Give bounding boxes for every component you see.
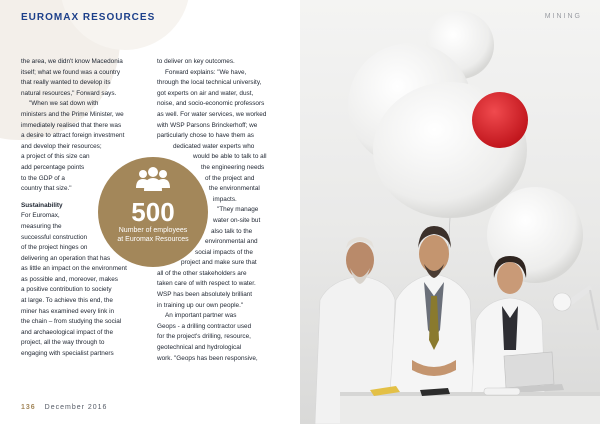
issue-date: December 2016 <box>44 404 108 411</box>
text-line: dedicated water experts who <box>173 142 255 150</box>
text-line: natural resources," Forward says. <box>21 89 117 97</box>
text-line: "They manage <box>217 206 259 214</box>
text-line: to the GDP of a <box>21 174 65 182</box>
text-line: An important partner was <box>165 312 237 320</box>
stat-caption-line-2: at Euromax Resources <box>117 235 189 243</box>
text-line: social impacts of the <box>195 248 253 256</box>
text-line: the environmental <box>209 185 260 193</box>
text-line: delivering an operation that has <box>21 254 111 262</box>
stat-number: 500 <box>131 197 175 227</box>
text-line: got experts on air and water, dust, <box>157 89 254 97</box>
employee-stat-badge <box>98 157 208 267</box>
text-line: successful construction <box>21 233 88 241</box>
publication-title: EUROMAX RESOURCES <box>21 12 156 23</box>
text-line: of the project hinges on <box>21 244 88 252</box>
text-line: itself; what we found was a country <box>21 68 121 76</box>
text-line: noise, and socio-economic professors <box>157 100 265 108</box>
page-number: 136 <box>21 404 36 411</box>
text-line: For Euromax, <box>21 212 60 220</box>
balloon-red <box>472 92 528 148</box>
right-page-photo <box>300 0 600 424</box>
text-line: water on-site but <box>213 216 261 224</box>
text-line: Forward explains: "We have, <box>165 68 247 76</box>
text-line: engaging with specialist partners <box>21 350 114 358</box>
text-line: a project of this size can <box>21 153 90 161</box>
text-line: as little an impact on the environment <box>21 265 127 273</box>
page-footer <box>21 404 107 411</box>
text-line: particularly chose to have them as <box>157 132 254 140</box>
text-line: in training up our own people." <box>157 301 244 309</box>
text-line: WSP has been absolutely brilliant <box>157 291 253 299</box>
text-line: for the project's drilling, resource, <box>157 333 251 341</box>
text-line: measuring the <box>21 222 62 230</box>
text-line: Geops - a drilling contractor used <box>157 322 252 330</box>
text-line: the area, we didn't know Macedonia <box>21 58 123 65</box>
section-label: MINING <box>544 13 582 20</box>
text-line: a positive contribution to society <box>21 286 112 294</box>
text-line: miner has examined every link in <box>21 307 115 315</box>
text-line: that really wanted to develop its <box>21 79 111 87</box>
text-line: "When we sat down with <box>29 100 99 108</box>
text-line: ministers and the Prime Minister, we <box>21 110 124 118</box>
subheading-sustainability: Sustainability <box>21 201 63 209</box>
text-line: as possible and, moreover, makes <box>21 275 118 283</box>
text-line: project and make sure that <box>181 259 257 267</box>
stat-caption <box>117 227 188 244</box>
text-line: of the project and <box>205 174 255 182</box>
stat-caption-line-1: Number of employees <box>118 227 188 234</box>
text-line: geotechnical and hydrological <box>157 344 242 352</box>
text-line: add percentage points <box>21 163 85 171</box>
text-line: would be able to talk to all <box>193 153 267 161</box>
text-line: country that size." <box>21 185 72 193</box>
text-line: as well. For water services, we worked <box>157 110 267 118</box>
people-group-icon <box>134 166 172 197</box>
text-line: to deliver on key outcomes. <box>157 58 235 65</box>
scientists-with-balloons-photo <box>300 0 600 424</box>
text-line: at large. To achieve this end, the <box>21 297 113 305</box>
text-line: a desire to attract foreign investment <box>21 132 125 140</box>
text-line: with WSP Parsons Brinckerhoff; we <box>157 121 258 129</box>
text-line: project, all the way through to <box>21 339 105 347</box>
text-line: also talk to the <box>211 227 253 235</box>
text-line: the chain – from studying the social <box>21 318 122 326</box>
text-line: impacts. <box>213 195 237 203</box>
text-line: taken care of with respect to water. <box>157 280 256 288</box>
text-line: and archaeological impact of the <box>21 328 114 336</box>
text-line: the engineering needs <box>201 163 265 171</box>
text-line: work. "Geops has been responsive, <box>157 354 258 362</box>
text-line: and develop their resources; <box>21 142 102 150</box>
text-line: through the local technical university, <box>157 79 262 87</box>
text-line: environmental and <box>205 238 258 246</box>
text-line: all of the other stakeholders are <box>157 269 247 277</box>
text-line: immediately realised that there was <box>21 121 122 129</box>
